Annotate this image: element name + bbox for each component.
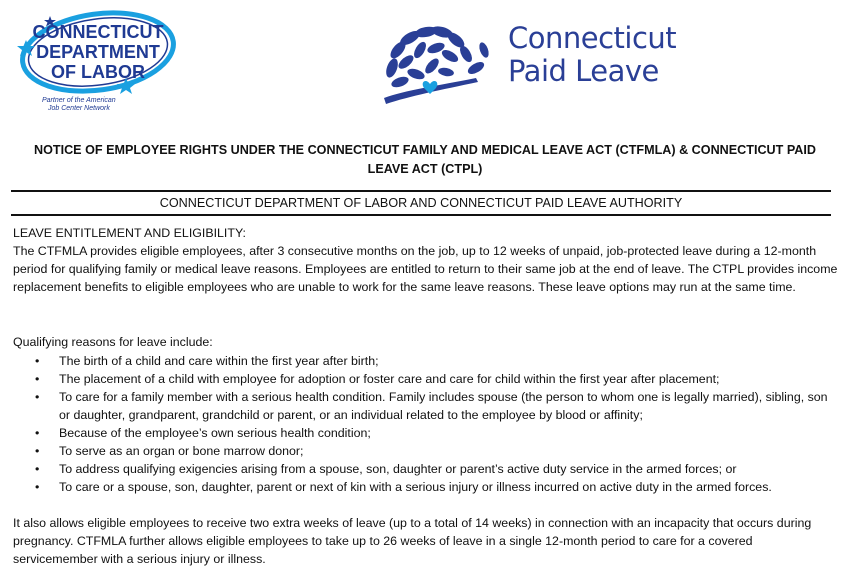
ctpl-wordmark-line1: Connecticut [508, 21, 677, 55]
svg-text:Partner of the American: Partner of the American [42, 97, 116, 104]
authority-banner: CONNECTICUT DEPARTMENT OF LABOR AND CONNECTICUT PAID LEAVE AUTHORITY [11, 190, 831, 216]
svg-text:DEPARTMENT: DEPARTMENT [36, 42, 160, 62]
svg-text:Job Center Network: Job Center Network [48, 105, 110, 112]
bullet-icon: • [35, 354, 40, 368]
list-item [13, 352, 839, 370]
list-item [13, 460, 839, 478]
ctpl-wordmark [508, 22, 676, 88]
intro-paragraph: The CTFMLA provides eligible employees, after 3 consecutive months on the job, up to 12 weeks of unpaid, job-protected leave during a 12-month period for qualifying family or medical leave reasons. Employees are entitled to return to their same job at the end of leave. The CTPL provides income replacement benefits to eligible employees who are unable to work for the same leave reasons. These leave options may run at the same time. [13, 244, 838, 294]
page-header [0, 0, 850, 125]
list-item-text: The birth of a child and care within the first year after birth; [59, 354, 379, 368]
notice-title: NOTICE OF EMPLOYEE RIGHTS UNDER THE CONNECTICUT FAMILY AND MEDICAL LEAVE ACT (CTFMLA) & CONNECTICUT PAID LEAVE ACT (CTPL) [34, 143, 816, 176]
bullet-icon: • [35, 480, 40, 494]
list-item-text: Because of the employee’s own serious health condition; [59, 426, 371, 440]
extra-leave-paragraph: It also allows eligible employees to receive two extra weeks of leave (up to a total of 14 weeks) in connection with an incapacity that occurs during pregnancy. CTFMLA further allows eligible employees to take up to 26 weeks of leave in a single 12-month period to care for a covered servicemember with a serious injury or illness. [13, 516, 812, 566]
list-item-text: The placement of a child with employee for adoption or foster care and care for child within the first year after placement; [59, 372, 720, 386]
svg-text:CONNECTICUT: CONNECTICUT [32, 22, 164, 42]
list-item [13, 442, 839, 460]
reasons-list [13, 352, 839, 496]
list-item-text: To care for a family member with a serious health condition. Family includes spouse (the person to whom one is legally married), sibling, son or daughter, grandparent, grandchild or parent, or an individual related to the employee by blood or affinity; [59, 390, 828, 422]
reasons-lead: Qualifying reasons for leave include: [13, 335, 213, 349]
section-heading: LEAVE ENTITLEMENT AND ELIGIBILITY: [13, 226, 246, 240]
list-item-text: To serve as an organ or bone marrow donor; [59, 444, 304, 458]
list-item [13, 478, 839, 496]
list-item [13, 424, 839, 442]
bullet-icon: • [35, 462, 40, 476]
ctpl-wordmark-line2: Paid Leave [508, 54, 659, 88]
bullet-icon: • [35, 372, 40, 386]
bullet-icon: • [35, 390, 40, 404]
bullet-icon: • [35, 426, 40, 440]
tree-leaves-icon [376, 20, 496, 110]
list-item-text: To care or a spouse, son, daughter, parent or next of kin with a serious injury or illness incurred on active duty in the armed forces. [59, 480, 772, 494]
svg-text:OF LABOR: OF LABOR [51, 62, 145, 82]
bullet-icon: • [35, 444, 40, 458]
list-item-text: To address qualifying exigencies arising from a spouse, son, daughter or parent’s active duty service in the armed forces; or [59, 462, 737, 476]
dol-logo-graphic [8, 6, 178, 116]
list-item [13, 388, 839, 424]
ct-department-of-labor-logo [8, 6, 178, 116]
list-item [13, 370, 839, 388]
ct-paid-leave-logo [376, 20, 677, 110]
